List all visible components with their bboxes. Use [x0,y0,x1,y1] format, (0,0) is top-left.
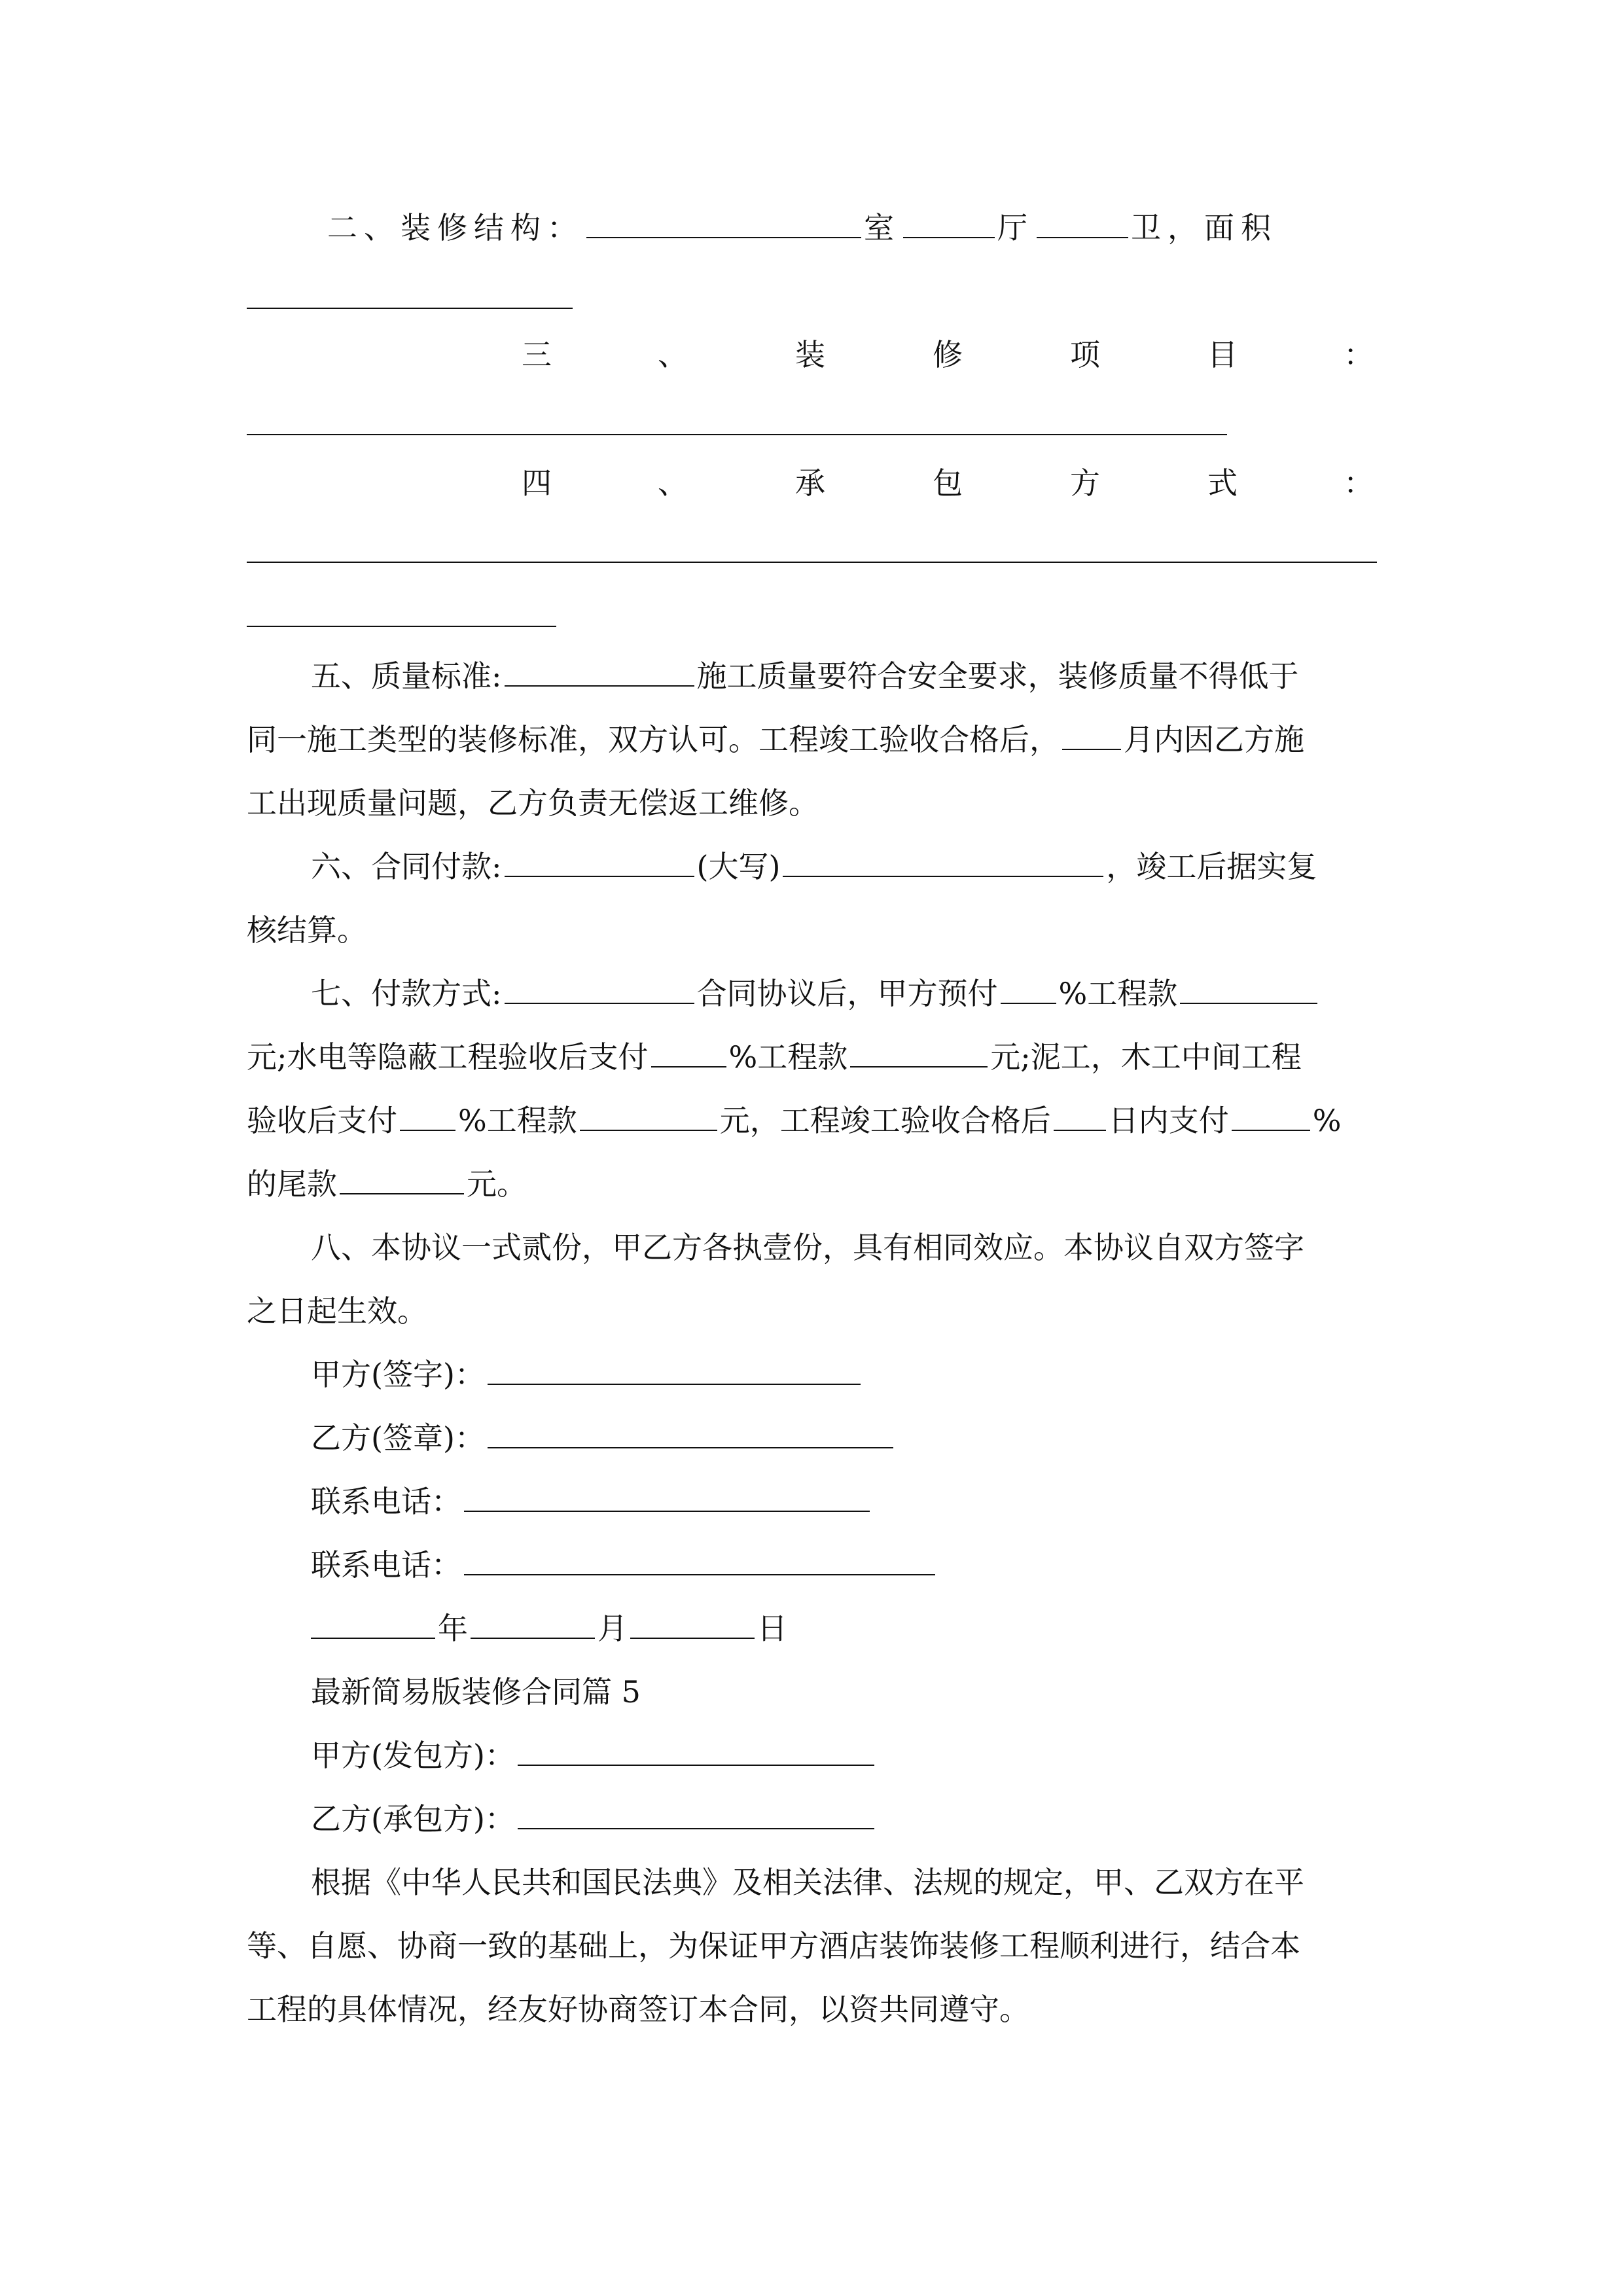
sec4-char: ： [1344,465,1374,501]
blank [518,1799,874,1829]
party-label: 乙方(承包方)： [311,1801,515,1837]
sec7-line1 [311,974,1320,1013]
sec7-text: % [1312,1103,1342,1138]
party-label: 甲方(发包方)： [311,1738,515,1773]
intro-line2: 等、自愿、协商一致的基础上，为保证甲方酒店装饰装修工程顺利进行，结合本 [247,1928,1300,1964]
blank [311,1609,435,1639]
sec8-line1: 八、本协议一式贰份，甲乙方各执壹份，具有相同效应。本协议自双方签字 [311,1230,1304,1265]
sec4-char: 式 [1207,465,1238,501]
sign-label: 甲方(签字)： [311,1357,485,1392]
sec3-char: 目 [1207,337,1238,372]
sec8-line2: 之日起生效。 [247,1293,427,1329]
date-label: 年 [438,1611,468,1646]
sec4-underline-2 [247,626,556,627]
sec5-text: 月内因乙方施 [1124,722,1304,757]
sec7-line4 [247,1164,527,1204]
sec7-text: 的尾款 [247,1166,337,1202]
sec2-baths: 卫，面积 [1131,210,1277,245]
sec7-text: %工程款 [1058,976,1178,1011]
sec2-underline [247,308,573,309]
sec7-text: %工程款 [458,1103,577,1138]
sec4-char: 承 [795,465,825,501]
blank [1054,1101,1106,1131]
blank [850,1037,988,1067]
intro-line1: 根据《中华人民共和国民法典》及相关法律、法规的规定，甲、乙双方在平 [311,1865,1304,1900]
sec7-text: 元;水电等隐蔽工程验收后支付 [247,1039,649,1075]
sec3-char: 三 [522,337,552,372]
sec2-line [327,208,1277,247]
sec2-halls: 厅 [997,210,1034,245]
sec2-label: 二、装修结构： [327,210,584,245]
sec3-underline [247,434,1227,435]
signature-field [488,1355,861,1385]
blank [1180,974,1317,1004]
sign-label: 乙方(签章)： [311,1420,485,1456]
sec3-char: ： [1344,337,1374,372]
party-b-line [311,1799,877,1839]
blank [580,1101,717,1131]
sec3-char: 装 [795,337,825,372]
phone-field [464,1482,870,1512]
sec7-text: 元。 [467,1166,527,1202]
sec7-text: 合同协议后，甲方预付 [696,976,998,1011]
blank [518,1736,874,1766]
sign-party-b [311,1418,896,1458]
sign-date [311,1609,787,1648]
sec2-rooms: 室 [864,210,901,245]
blank [340,1164,464,1194]
party-a-line [311,1736,877,1775]
blank [586,208,861,238]
sec3-char: 项 [1070,337,1100,372]
sign-phone-2 [311,1545,938,1585]
blank [471,1609,595,1639]
sec5-line1 [311,656,1299,696]
section-heading: 最新简易版装修合同篇 5 [311,1674,641,1710]
sec3-char: 、 [658,337,688,372]
sec7-text: 元，工程竣工验收合格后 [719,1103,1051,1138]
sec7-text: 验收后支付 [247,1103,397,1138]
sec5-line3: 工出现质量问题，乙方负责无偿返工维修。 [247,785,819,821]
sec7-text: %工程款 [728,1039,848,1075]
blank [1232,1101,1310,1131]
sign-label: 联系电话： [311,1547,461,1583]
blank [1001,974,1056,1004]
sec7-text: 日内支付 [1108,1103,1229,1138]
sign-label: 联系电话： [311,1484,461,1519]
signature-field [488,1418,893,1448]
sec6-line2: 核结算。 [247,912,367,948]
sec6-label: 六、合同付款: [311,849,502,884]
sec7-label: 七、付款方式: [311,976,502,1011]
sec7-text: 元;泥工，木工中间工程 [990,1039,1302,1075]
sec4-underline-1 [247,562,1377,563]
sec6-text: ，竣工后据实复 [1106,849,1317,884]
sign-party-a [311,1355,863,1394]
sign-phone-1 [311,1482,872,1521]
sec5-label: 五、质量标准: [311,658,502,694]
blank [651,1037,726,1067]
blank [400,1101,455,1131]
blank [505,974,694,1004]
blank [1062,720,1121,750]
sec5-line2 [247,720,1304,759]
sec4-char: 方 [1070,465,1100,501]
date-label: 月 [597,1611,628,1646]
phone-field [464,1545,935,1575]
sec5-text: 同一施工类型的装修标准，双方认可。工程竣工验收合格后， [247,722,1060,757]
intro-line3: 工程的具体情况，经友好协商签订本合同，以资共同遵守。 [247,1992,1029,2027]
blank [1037,208,1128,238]
sec6-line1 [311,847,1317,886]
sec3-char: 修 [933,337,963,372]
sec4-char: 四 [522,465,552,501]
blank [505,656,694,687]
blank [783,847,1103,877]
sec5-text: 施工质量要符合安全要求，装修质量不得低于 [696,658,1299,694]
sec6-text: (大写) [696,849,781,884]
sec7-line2 [247,1037,1302,1077]
date-label: 日 [757,1611,787,1646]
blank [505,847,694,877]
blank [903,208,995,238]
sec4-char: 、 [658,465,688,501]
sec4-char: 包 [933,465,963,501]
sec7-line3 [247,1101,1341,1140]
blank [630,1609,755,1639]
